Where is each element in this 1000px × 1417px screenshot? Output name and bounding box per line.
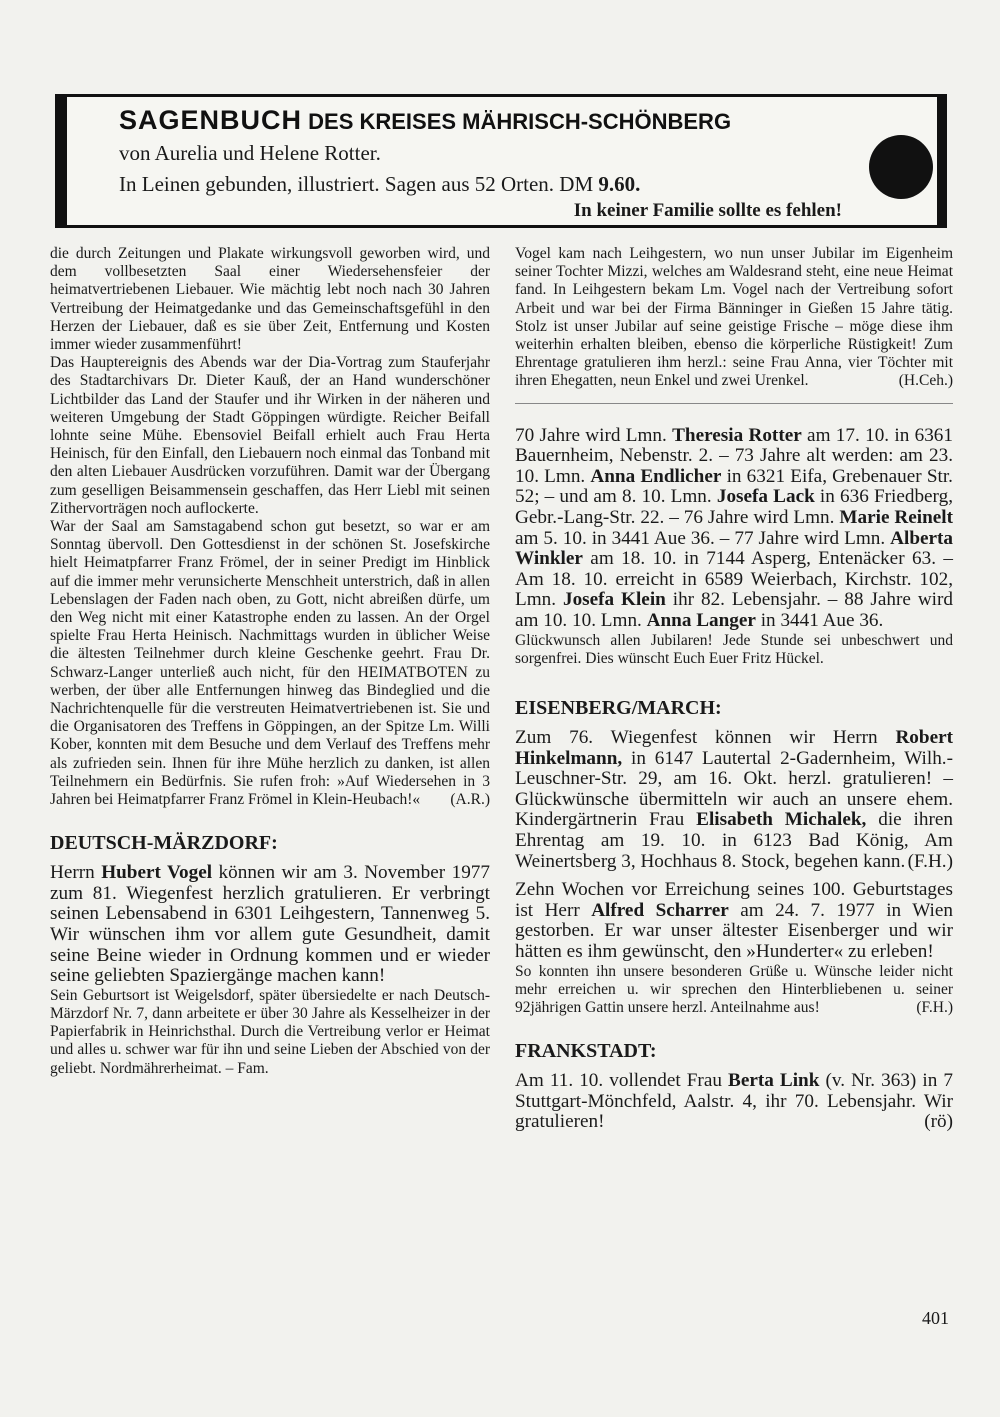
signature: (rö) (924, 1111, 953, 1133)
person-name: Hubert Vogel (101, 862, 213, 884)
vogel-continuation: Vogel kam nach Leihgestern, wo nun unser Jubilar im Eigenheim seiner Tochter Mizzi, welches am Waldesrand steht, eine neue Heimat fand. In Leihgestern bekam Lm. Vogel nach der Vertreibung sofort Arbeit und war bei der Firma Bänninger in Gießen 15 Jahre tätig. Stolz ist unser Jubilar auf seine geistige Frische – möge diese ihm weiterhin erhalten bleiben, ebenso die körperliche Rüstigkeit! Zum Ehrentage gratulieren ihm herzl.: seine Frau Anna, vier Töchter mit ihren Ehegatten, neun Enkel und zwei Urenkel. (H.Ceh.) (515, 245, 953, 390)
right-column (515, 245, 953, 1133)
intro-paragraph-3: War der Saal am Samstagabend schon gut besetzt, so war er am Sonntag übervoll. Den Gottesdienst in der schönen St. Josefskirche hielt Heimatpfarrer Franz Frömel, der in seiner Predigt im Hinblick auf die immer mehr verunsicherte Menschheit unterstrich, daß in allen Lebenslagen der Faden nach oben, zu Gott, nicht abreißen dürfe, um den Weg nicht mit einer Katastrophe enden zu lassen. An der Orgel spielte Frau Herta Heinisch. Nachmittags wurden in üblicher Weise die ältesten Teilnehmer durch kleine Geschenke geehrt. Frau Dr. Schwarz-Langer unterließ auch nicht, für den HEIMATBOTEN zu werben, der über alle Entfernungen hinweg das Bindeglied und die Nachrichtenquelle für die verstreuten Heimatvertriebenen ist. Sie und die Organisatoren des Treffens in Göppingen, an der Spitze Lm. Willi Kober, konnten mit dem Besuche und dem Verlauf des Treffens mehr als zufrieden sein. Ihnen für ihre Mühe herzlich zu danken, ist allen Teilnehmern ein Bedürfnis. Sie rufen froh: »Auf Wiedersehen in 3 Jahren bei Heimatpfarrer Franz Frömel in Klein-Heubach!« (A.R.) (50, 518, 490, 809)
intro-paragraph-1: die durch Zeitungen und Plakate wirkungsvoll geworben wird, und dem vollbesetzten Saal einer Wiedersehensfeier der heimatvertriebenen Liebauer. Wie mächtig lebt noch nach 30 Jahren Vertreibung der Heimatgedanke und das Gemeinschaftsgefühl in den Herzen der Liebauer, daß es sie über Zeit, Entfernung und Kosten immer wieder zusammenführt! (50, 245, 490, 354)
intro-paragraph-2: Das Hauptereignis des Abends war der Dia-Vortrag zum Stauferjahr des Stadtarchivars Dr. Dieter Kauß, der an Hand wunderschöner Lichtbilder das Land der Staufer und ihr Wirken in der näheren und weiteren Umgebung der Stadt Göppingen würdigte. Reicher Beifall lohnte seine Mühe. Ebensoviel Beifall erhielt auch Frau Herta Heinisch, für den Einfall, den Liebauern noch einmal das Tonband mit den alten Liebauer Ausdrücken vorzuführen. Damit war der Übergang zum geselligen Beisammensein geschaffen, das Herr Liebl mit seinen Zithervorträgen noch auflockerte. (50, 354, 490, 517)
announcement-link: Am 11. 10. vollendet Frau Berta Link (v. Nr. 363) in 7 Stuttgart-Mönchfeld, Aalstr. 4, ihr 70. Lebensjahr. Wir gratulieren! (rö) (515, 1070, 953, 1133)
person-name: Berta Link (728, 1070, 820, 1092)
announcement-vogel: Herrn Hubert Vogel können wir am 3. November 1977 zum 81. Wiegenfest herzlich gratulieren. Er verbringt seinen Lebensabend in 6301 Leihgestern, Tannenweg 5. Wir wünschen ihm vor allem gute Gesundheit, damit seine Beine wieder in Ordnung kommen und er wieder seine geliebten Spaziergänge machen kann! (50, 862, 490, 987)
birthday-list: 70 Jahre wird Lmn. Theresia Rotter am 17. 10. in 6361 Bauernheim, Nebenstr. 2. – 73 Jahre alt werden: am 23. 10. Lmn. Anna Endlicher in 6321 Eifa, Grebenauer Str. 52; – und am 8. 10. Lmn. Josefa Lack in 636 Friedberg, Gebr.-Lang-Str. 22. – 76 Jahre wird Lmn. Marie Reinelt am 5. 10. in 3441 Aue 36. – 77 Jahre wird Lmn. Alberta Winkler am 18. 10. in 7144 Asperg, Entenäcker 63. – Am 18. 10. erreicht in 6589 Weierbach, Kirchstr. 102, Lmn. Josefa Klein ihr 82. Lebensjahr. – 88 Jahre wird am 10. 10. Lmn. Anna Langer in 3441 Aue 36. (515, 424, 953, 631)
person-name: Alberta Winkler (515, 527, 953, 570)
signature: (H.Ceh.) (898, 372, 953, 390)
section-heading-eisenberg: EISENBERG/MARCH: (515, 696, 722, 719)
biography-vogel: Sein Geburtsort ist Weigelsdorf, später übersiedelte er nach Deutsch-Märzdorf Nr. 7, dann arbeitete er über 30 Jahre als Kesselheizer in der Papierfabrik in Heinrichsthal. Durch die Vertreibung verlor er Heimat und alles u. schwer war für ihn und seine Lieben der Abschied von der geliebt. Nordmährerheimat. – Fam. (50, 986, 490, 1077)
condolence: So konnten ihn unsere besonderen Grüße u. Wünsche leider nicht mehr erreichen u. wir sprechen den Hinterbliebenen u. seiner 92jährigen Gattin unsere herzl. Anteilnahme aus! (F.H.) (515, 962, 953, 1016)
black-dot-icon (869, 135, 933, 199)
person-name: Elisabeth Michalek, (696, 809, 867, 831)
person-name: Theresia Rotter (672, 424, 802, 446)
ad-title: SAGENBUCH DES KREISES MÄHRISCH-SCHÖNBERG (119, 105, 732, 135)
ad-info: In Leinen gebunden, illustriert. Sagen aus 52 Orten. DM 9.60. (119, 172, 641, 196)
ad-slogan: In keiner Familie sollte es fehlen! (573, 200, 842, 221)
ad-price: 9.60. (598, 172, 641, 196)
signature: (A.R.) (450, 791, 490, 809)
person-name: Anna Langer (646, 609, 756, 631)
person-name: Josefa Lack (716, 486, 815, 508)
obituary-scharrer: Zehn Wochen vor Erreichung seines 100. Geburtstages ist Herr Alfred Scharrer am 24. 7. 1977 in Wien gestorben. Er war unser ältester Eisenberger und wir hätten es ihm gewünscht, den »Hunderter« zu erleben! (515, 879, 953, 962)
signature: (F.H.) (916, 998, 953, 1016)
book-advertisement (55, 94, 947, 228)
section-heading-deutsch-maerzdorf: DEUTSCH-MÄRZDORF: (50, 832, 278, 855)
person-name: Anna Endlicher (590, 465, 722, 487)
birthday-wish: Glückwunsch allen Jubilaren! Jede Stunde sei unbeschwert und sorgenfrei. Dies wünscht Euch Euer Fritz Hückel. (515, 631, 953, 667)
person-name: Marie Reinelt (839, 507, 953, 528)
person-name: Alfred Scharrer (591, 899, 729, 921)
page-number: 401 (922, 1308, 949, 1328)
signature: (F.H.) (907, 850, 953, 872)
person-name: Josefa Klein (562, 589, 666, 611)
person-name: Robert Hinkelmann, (515, 726, 953, 769)
left-column (50, 245, 490, 1078)
section-heading-frankstadt: FRANKSTADT: (515, 1040, 657, 1063)
ad-authors: von Aurelia und Helene Rotter. (119, 141, 381, 165)
announcement-hinkelmann: Zum 76. Wiegenfest können wir Herrn Robert Hinkelmann, in 6147 Lautertal 2-Gadernheim, Wilh.-Leuschner-Str. 29, am 16. Okt. herzl. gratulieren! – Glückwünsche übermitteln wir auch an unsere ehem. Kindergärtnerin Frau Elisabeth Michalek, die ihren Ehrentag am 19. 10. in 6123 Bad König, Am Weinertsberg 3, Hochhaus 8. Stock, begehen kann. (F.H.) (515, 726, 953, 872)
